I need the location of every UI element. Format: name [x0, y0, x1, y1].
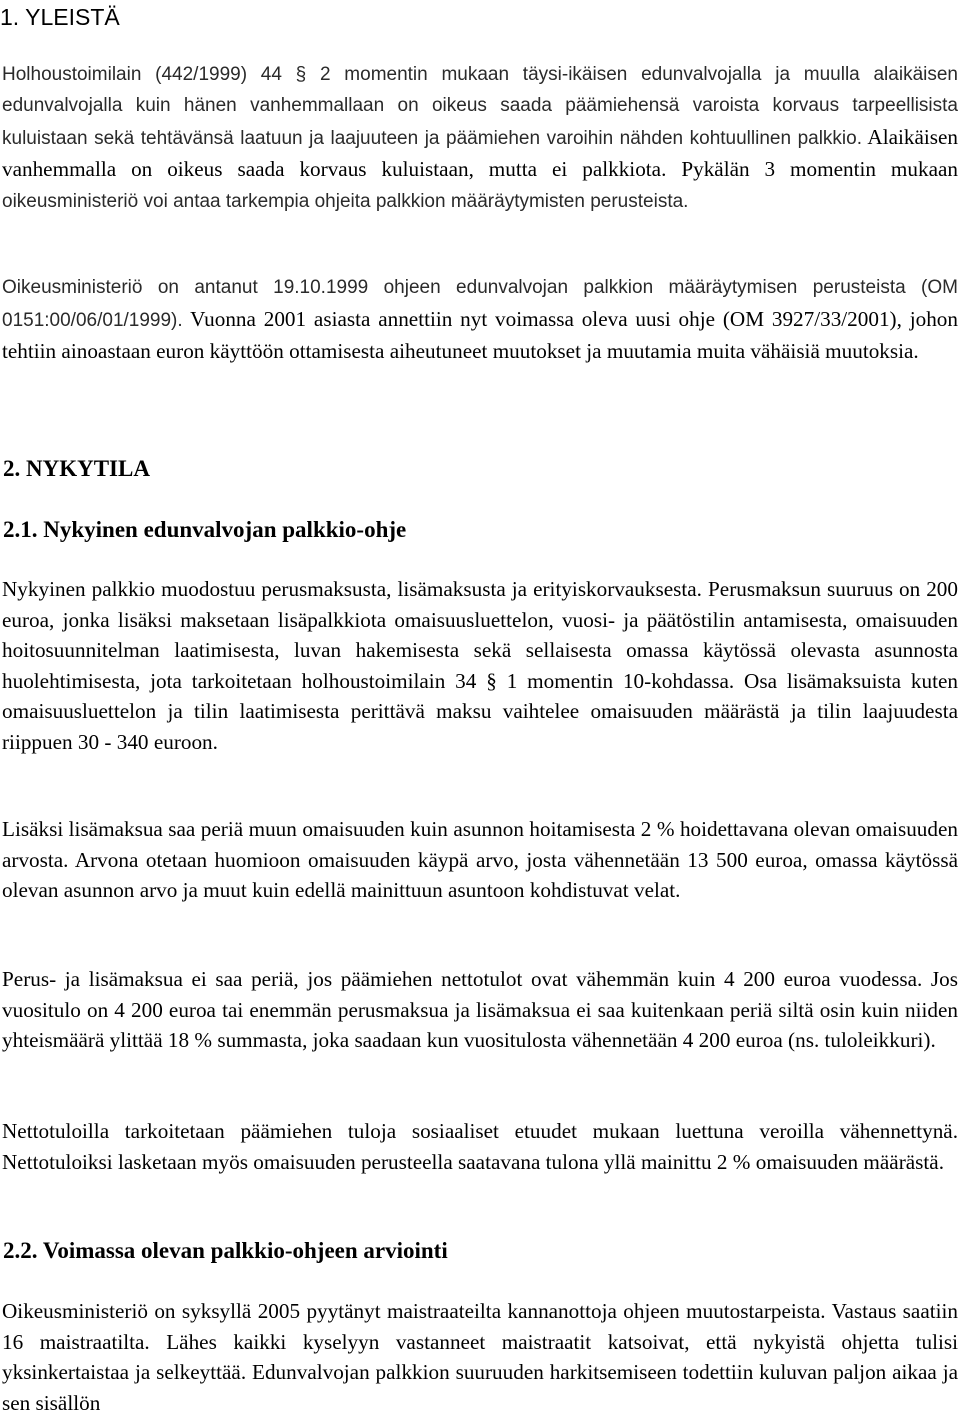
- section-1-paragraph-1: [2, 60, 958, 218]
- subsection-2-1-paragraph-4: Nettotuloilla tarkoitetaan päämiehen tuloja sosiaaliset etuudet mukaan luettuna veroilla vähennettynä. Nettotuloiksi lasketaan myös omaisuuden perusteella saatavana tulona yllä mainittu 2 % omaisuuden määrästä.: [2, 1119, 958, 1174]
- subsection-2-1-paragraph-1: Nykyinen palkkio muodostuu perusmaksusta, lisämaksusta ja erityiskorvauksesta. Perusmaksun suuruus on 200 euroa, jonka lisäksi maksetaan lisäpalkkiota omaisuusluettelon, vuosi- ja päätöstilin antamisesta, omaisuuden hoitosuunnitelman laatimisesta, luvan hakemisesta sekä sellaisesta omassa käytössä olevasta asunnosta huolehtimisesta, jota tarkoitetaan holhoustoimilain 34 § 1 momentin 10-kohdassa. Osa lisämaksuista kuten omaisuusluettelon ja tilin laatimisesta perittävä maksu vaihtelee omaisuuden määrästä ja tilin laajuudesta riippuen 30 - 340 euroon.: [2, 577, 958, 754]
- subsection-2-2-heading: 2.2. Voimassa olevan palkkio-ohjeen arviointi: [3, 1238, 448, 1263]
- section-1-paragraph-2: [2, 271, 958, 367]
- subsection-2-1-paragraph-3: Perus- ja lisämaksua ei saa periä, jos päämiehen nettotulot ovat vähemmän kuin 4 200 euroa vuodessa. Jos vuositulo on 4 200 euroa tai enemmän perusmaksua ja lisämaksua ei saa kuitenkaan periä siltä osin kuin niiden yhteismäärä ylittää 18 % summasta, joka saadaan kun vuositulosta vähennetään 4 200 euroa (ns. tuloleikkuri).: [2, 967, 958, 1053]
- subsection-2-1-heading: 2.1. Nykyinen edunvalvojan palkkio-ohje: [3, 517, 407, 542]
- paragraph-text: Vuonna 2001 asiasta annettiin nyt voimassa oleva uusi ohje (OM 3927/33/2001), johon tehtiin ainoastaan euron käyttöön ottamisesta aiheutuneet muutokset ja muutamia muita vähäisiä muutoksia.: [2, 306, 958, 364]
- section-2-heading: 2. NYKYTILA: [3, 456, 150, 481]
- subsection-2-1-paragraph-2: Lisäksi lisämaksua saa periä muun omaisuuden kuin asunnon hoitamisesta 2 % hoidettavana olevan omaisuuden arvosta. Arvona otetaan huomioon omaisuuden käypä arvo, josta vähennetään 13 500 euroa, omassa käytössä olevan asunnon arvo ja muut kuin edellä mainittuun asuntoon kohdistuvat velat.: [2, 817, 958, 903]
- paragraph-text-serif: Alaikäisen vanhemmalla on oikeus saada korvaus kuluistaan, mutta ei palkkiota. Pykälän 3 momentin mukaan: [2, 124, 958, 182]
- paragraph-text-tail: oikeusministeriö voi antaa tarkempia ohjeita palkkion määräytymisten perusteista.: [2, 191, 689, 213]
- paragraph-text: Holhoustoimilain (442/1999) 44 § 2 momentin mukaan täysi-ikäisen edunvalvojalla ja muulla alaikäisen edunvalvojalla kuin hänen vanhemmallaan on oikeus saada päämiehensä varoista korvaus tarpeellisista kuluistaan sekä tehtävänsä laatuun ja laajuuteen ja päämiehen varoihin nähden kohtuullinen palkkio.: [2, 64, 958, 149]
- paragraph-text-sans: Oikeusministeriö on antanut 19.10.1999 ohjeen edunvalvojan palkkion määräytymisen perusteista (OM 0151:00/06/01/1999).: [2, 277, 958, 331]
- section-1-heading: 1. YLEISTÄ: [0, 4, 120, 30]
- subsection-2-2-paragraph-1: Oikeusministeriö on syksyllä 2005 pyytänyt maistraateilta kannanottoja ohjeen muutostarpeista. Vastaus saatiin 16 maistraatilta. Lähes kaikki kyselyyn vastanneet maistraatit katsoivat, että nykyistä ohjetta tulisi yksinkertaistaa ja selkeyttää. Edunvalvojan palkkion suuruuden harkitsemiseen todettiin kuluvan paljon aikaa ja sen sisällön: [2, 1299, 958, 1415]
